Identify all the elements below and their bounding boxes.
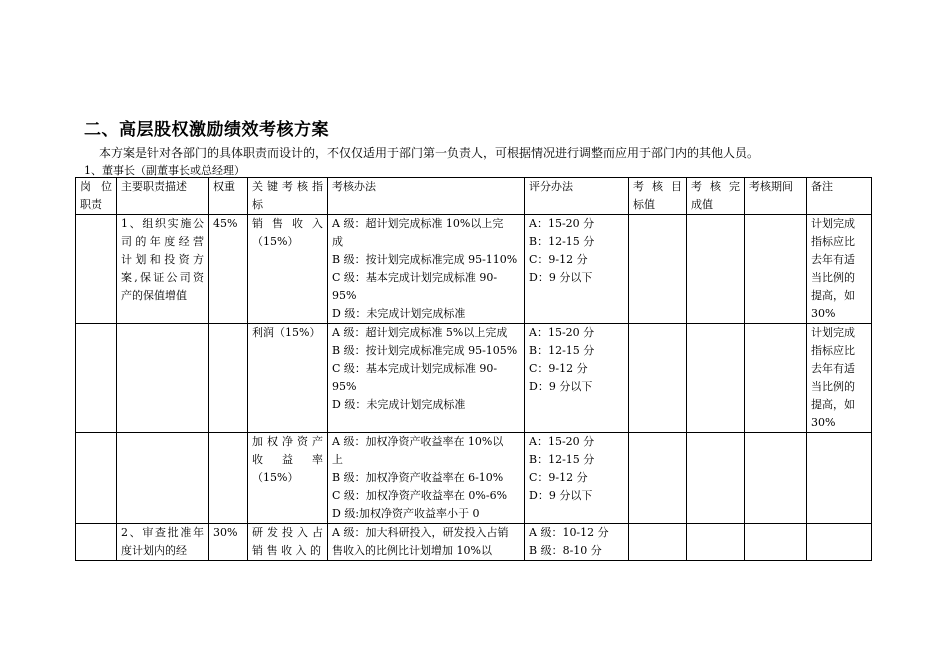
cell-notes (807, 524, 872, 561)
table-row (76, 524, 872, 561)
cell-line: D 级:加权净资产收益率小于 0 (332, 507, 480, 520)
cell-line: 去年有适 (811, 253, 855, 266)
cell-line: D 级：未完成计划完成标准 (332, 398, 466, 411)
cell-line: 当比例的 (811, 271, 855, 284)
cell-line: （15%） (252, 235, 299, 248)
header-period: 考核期间 (745, 178, 807, 215)
cell-line: 计划完成 (811, 326, 855, 339)
cell-line: B：12-15 分 (529, 235, 595, 248)
cell-line: C 级：基本完成计划完成标准 90- (332, 271, 498, 284)
cell-notes (807, 324, 872, 433)
cell-line: 提高，如 (811, 398, 855, 411)
header-method: 考核办法 (328, 178, 525, 215)
cell-line: 1、组织实施公 (121, 217, 204, 230)
cell-line: B 级：加权净资产收益率在 6-10% (332, 471, 504, 484)
cell-line: B 级：按计划完成标准完成 95-110% (332, 253, 518, 266)
cell-scoring (525, 215, 629, 324)
cell-line: D：9 分以下 (529, 271, 593, 284)
header-actual (687, 178, 745, 215)
cell-kpi (248, 433, 328, 524)
cell-line: A 级：加权净资产收益率在 10%以 (332, 435, 504, 448)
cell-period (745, 324, 807, 433)
cell-target (629, 433, 687, 524)
cell-scoring (525, 324, 629, 433)
cell-weight: 45% (209, 215, 248, 324)
cell-line: 收益率 (252, 453, 323, 466)
cell-kpi (248, 215, 328, 324)
cell-duty (117, 215, 209, 324)
cell-weight: 30% (209, 524, 248, 561)
cell-kpi (248, 524, 328, 561)
cell-line: 研 发 投 入 占 (252, 526, 323, 539)
cell-line: 95% (332, 289, 357, 302)
cell-line: 提高，如 (811, 289, 855, 302)
header-notes: 备注 (807, 178, 872, 215)
table-row (76, 324, 872, 433)
cell-line: 度计划内的经 (121, 544, 187, 557)
cell-line: 销 售 收 入 (252, 217, 323, 230)
cell-period (745, 433, 807, 524)
cell-post (76, 524, 117, 561)
cell-method (328, 524, 525, 561)
cell-scoring (525, 433, 629, 524)
header-post-line: 岗 位 (80, 180, 112, 193)
cell-line: 2、审查批准年 (121, 526, 204, 539)
cell-line: A 级：超计划完成标准 5%以上完成 (332, 326, 508, 339)
cell-line: 利润（15%） (252, 326, 321, 339)
cell-line: 去年有适 (811, 362, 855, 375)
cell-line: 加 权 净 资 产 (252, 435, 323, 448)
cell-duty (117, 433, 209, 524)
cell-line: C：9-12 分 (529, 362, 588, 375)
cell-period (745, 524, 807, 561)
table-row (76, 215, 872, 324)
cell-line: A 级：加大科研投入，研发投入占销 (332, 526, 509, 539)
header-kpi-line: 标 (252, 198, 263, 211)
cell-target (629, 215, 687, 324)
cell-line: 30% (811, 307, 836, 320)
cell-line: 95% (332, 380, 357, 393)
cell-weight (209, 433, 248, 524)
cell-line: 指标应比 (811, 344, 855, 357)
cell-kpi (248, 324, 328, 433)
cell-line: 计划和投资方 (121, 253, 204, 266)
cell-line: D：9 分以下 (529, 380, 593, 393)
cell-target (629, 524, 687, 561)
cell-line: A 级：10-12 分 (529, 526, 609, 539)
cell-line: 成 (332, 235, 343, 248)
cell-period (745, 215, 807, 324)
cell-weight (209, 324, 248, 433)
cell-line: 30% (811, 416, 836, 429)
header-target-line: 标值 (633, 198, 655, 211)
cell-line: 计划完成 (811, 217, 855, 230)
cell-line: 产的保值增值 (121, 289, 187, 302)
cell-line: 销 售 收 入 的 (252, 544, 321, 557)
table-row (76, 433, 872, 524)
cell-line: B 级：8-10 分 (529, 544, 602, 557)
cell-line: A：15-20 分 (529, 435, 595, 448)
cell-post (76, 215, 117, 324)
cell-line: B 级：按计划完成标准完成 95-105% (332, 344, 518, 357)
cell-actual (687, 433, 745, 524)
position-subtitle: 1、董事长（副董事长或总经理） (84, 164, 245, 177)
cell-scoring (525, 524, 629, 561)
cell-actual (687, 324, 745, 433)
cell-line: A：15-20 分 (529, 217, 595, 230)
cell-target (629, 324, 687, 433)
header-duty: 主要职责描述 (117, 178, 209, 215)
performance-table (75, 177, 872, 561)
section-heading: 二、高层股权激励绩效考核方案 (84, 120, 329, 140)
cell-method (328, 324, 525, 433)
table-header-row (76, 178, 872, 215)
cell-line: A：15-20 分 (529, 326, 595, 339)
cell-line: B：12-15 分 (529, 344, 595, 357)
cell-method (328, 433, 525, 524)
cell-line: B：12-15 分 (529, 453, 595, 466)
header-actual-line: 成值 (691, 198, 713, 211)
cell-method (328, 215, 525, 324)
cell-line: （15%） (252, 471, 299, 484)
cell-line: C：9-12 分 (529, 253, 588, 266)
header-target (629, 178, 687, 215)
cell-line: C：9-12 分 (529, 471, 588, 484)
header-weight: 权重 (209, 178, 248, 215)
cell-line: 售收入的比例比计划增加 10%以 (332, 544, 492, 557)
intro-paragraph: 本方案是针对各部门的具体职责而设计的，不仅仅适用于部门第一负责人，可根据情况进行调整而应用于部门内的其他人员。 (99, 146, 760, 160)
cell-line: D 级：未完成计划完成标准 (332, 307, 466, 320)
header-kpi (248, 178, 328, 215)
cell-actual (687, 215, 745, 324)
cell-actual (687, 524, 745, 561)
cell-line: 当比例的 (811, 380, 855, 393)
header-scoring: 评分办法 (525, 178, 629, 215)
header-actual-line: 考 核 完 (691, 180, 740, 193)
header-post (76, 178, 117, 215)
cell-line: C 级：基本完成计划完成标准 90- (332, 362, 498, 375)
cell-line: C 级：加权净资产收益率在 0%-6% (332, 489, 508, 502)
cell-duty (117, 324, 209, 433)
cell-notes (807, 433, 872, 524)
header-kpi-line: 关 键 考 核 指 (252, 180, 323, 193)
header-post-line: 职责 (80, 198, 102, 211)
cell-line: A 级：超计划完成标准 10%以上完 (332, 217, 504, 230)
cell-notes (807, 215, 872, 324)
cell-line: 案,保证公司资 (121, 271, 204, 284)
cell-duty (117, 524, 209, 561)
cell-post (76, 433, 117, 524)
cell-post (76, 324, 117, 433)
cell-line: 指标应比 (811, 235, 855, 248)
cell-line: D：9 分以下 (529, 489, 593, 502)
cell-line: 司的年度经营 (121, 235, 204, 248)
header-target-line: 考 核 目 (633, 180, 682, 193)
cell-line: 上 (332, 453, 343, 466)
